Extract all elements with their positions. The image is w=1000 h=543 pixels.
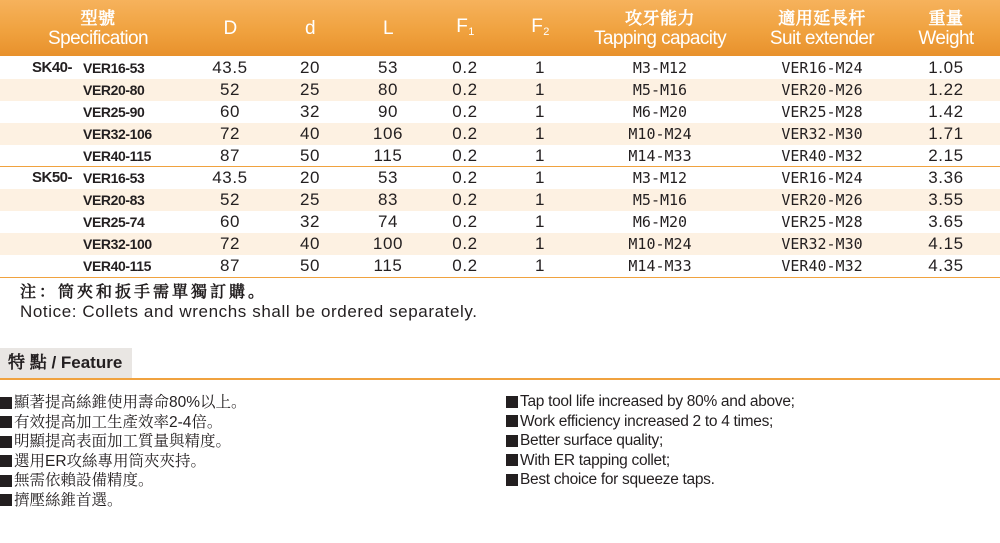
table-row	[0, 255, 1000, 277]
F2-cell: 1	[534, 58, 546, 77]
F1-cell: 0.2	[452, 190, 478, 209]
notice-en: Notice: Collets and wrenchs shall be ordered separately.	[20, 302, 478, 321]
header-D	[223, 0, 236, 56]
header-spec-zh: 型號	[80, 8, 116, 28]
table-row	[0, 233, 1000, 255]
model-cell: VER20-80	[83, 82, 145, 98]
tap-cell: M3-M12	[632, 169, 688, 187]
header-F2	[531, 0, 549, 56]
feature-item-en: Work efficiency increased 2 to 4 times;	[506, 412, 795, 432]
F2-cell: 1	[534, 124, 546, 143]
tap-cell: M10-M24	[628, 235, 692, 253]
ext-cell: VER16-M24	[781, 59, 863, 77]
tap-cell: M6-M20	[632, 103, 688, 121]
d-cell: 32	[299, 212, 321, 231]
header-F1	[456, 0, 474, 56]
table-row	[0, 79, 1000, 101]
L-cell: 90	[377, 102, 399, 121]
table-row	[0, 167, 1000, 189]
model-cell: VER20-83	[83, 192, 145, 208]
tap-cell: M5-M16	[632, 191, 688, 209]
F2-cell: 1	[534, 212, 546, 231]
L-cell: 115	[373, 146, 403, 165]
d-cell: 40	[299, 124, 321, 143]
model-cell: VER40-115	[83, 258, 152, 274]
L-cell: 53	[377, 168, 399, 187]
header-wt-en: Weight	[918, 27, 974, 49]
header-L	[383, 0, 393, 56]
D-cell: 87	[219, 256, 241, 275]
D-cell: 43.5	[212, 168, 248, 187]
weight-cell: 3.55	[928, 190, 964, 209]
header-ext-zh: 適用延長杆	[778, 8, 866, 28]
model-cell: VER16-53	[83, 60, 145, 76]
table-bottom-rule	[0, 277, 1000, 278]
d-cell: 20	[299, 58, 321, 77]
L-cell: 80	[377, 80, 399, 99]
weight-cell: 4.15	[928, 234, 964, 253]
L-cell: 100	[372, 234, 404, 253]
L-cell: 106	[372, 124, 404, 143]
table-row	[0, 145, 1000, 167]
tap-cell: M10-M24	[628, 125, 692, 143]
feature-item-en: Tap tool life increased by 80% and above;	[506, 392, 795, 412]
D-cell: 87	[219, 146, 241, 165]
F2-cell: 1	[534, 102, 546, 121]
header-specification	[48, 0, 148, 56]
feature-item-zh: 無需依賴設備精度。	[0, 471, 247, 491]
header-F1-sub: 1	[468, 26, 474, 38]
weight-cell: 2.15	[928, 146, 964, 165]
header-weight	[918, 0, 973, 56]
L-cell: 115	[373, 256, 403, 275]
L-cell: 74	[377, 212, 399, 231]
table-row	[0, 211, 1000, 233]
header-F1-label: F	[456, 16, 468, 37]
ext-cell: VER32-M30	[781, 235, 863, 253]
weight-cell: 4.35	[928, 256, 964, 275]
F1-cell: 0.2	[452, 146, 478, 165]
L-cell: 83	[377, 190, 399, 209]
header-F2-sub: 2	[543, 26, 549, 38]
d-cell: 25	[299, 80, 321, 99]
header-d-label: d	[305, 17, 315, 39]
table-row	[0, 57, 1000, 79]
table-row	[0, 189, 1000, 211]
table-row	[0, 123, 1000, 145]
d-cell: 50	[299, 256, 321, 275]
d-cell: 50	[299, 146, 321, 165]
tap-cell: M14-M33	[628, 147, 692, 165]
order-notice	[20, 283, 478, 321]
ext-cell: VER25-M28	[781, 213, 863, 231]
table-header	[0, 0, 1000, 56]
D-cell: 52	[219, 80, 241, 99]
header-tap-en: Tapping capacity	[594, 27, 726, 49]
F2-cell: 1	[534, 146, 546, 165]
table-row	[0, 101, 1000, 123]
F1-cell: 0.2	[452, 102, 478, 121]
tap-cell: M3-M12	[632, 59, 688, 77]
weight-cell: 1.22	[928, 80, 964, 99]
feature-item-zh: 有效提高加工生產效率2-4倍。	[0, 413, 247, 433]
tap-cell: M6-M20	[632, 213, 688, 231]
feature-heading: 特 點 / Feature	[0, 348, 132, 378]
F2-cell: 1	[534, 234, 546, 253]
tap-cell: M5-M16	[632, 81, 688, 99]
weight-cell: 1.71	[928, 124, 964, 143]
F1-cell: 0.2	[452, 234, 478, 253]
F2-cell: 1	[534, 80, 546, 99]
L-cell: 53	[377, 58, 399, 77]
header-d	[305, 0, 315, 56]
header-tap-zh: 攻牙能力	[625, 8, 695, 28]
series-label: SK40-	[32, 59, 73, 76]
weight-cell: 1.42	[928, 102, 964, 121]
notice-zh: 注：筒夾和扳手需單獨訂購。	[20, 284, 268, 301]
d-cell: 25	[299, 190, 321, 209]
header-wt-zh: 重量	[928, 8, 964, 28]
header-D-label: D	[223, 17, 237, 39]
series-label: SK50-	[32, 169, 73, 186]
header-suit-extender	[770, 0, 874, 56]
D-cell: 72	[219, 124, 241, 143]
F2-cell: 1	[534, 190, 546, 209]
F2-cell: 1	[534, 168, 546, 187]
feature-item-zh: 選用ER攻絲專用筒夾夾持。	[0, 452, 247, 472]
D-cell: 72	[219, 234, 241, 253]
ext-cell: VER40-M32	[781, 147, 863, 165]
feature-list-en	[506, 392, 795, 490]
feature-item-en: Best choice for squeeze taps.	[506, 470, 795, 490]
ext-cell: VER40-M32	[781, 257, 863, 275]
feature-item-zh: 明顯提高表面加工質量與精度。	[0, 432, 247, 452]
F1-cell: 0.2	[452, 124, 478, 143]
ext-cell: VER20-M26	[781, 81, 863, 99]
ext-cell: VER20-M26	[781, 191, 863, 209]
tap-cell: M14-M33	[628, 257, 692, 275]
d-cell: 40	[299, 234, 321, 253]
model-cell: VER16-53	[83, 170, 145, 186]
F1-cell: 0.2	[452, 80, 478, 99]
feature-item-zh: 顯著提高絲錐使用壽命80%以上。	[0, 393, 247, 413]
d-cell: 20	[299, 168, 321, 187]
D-cell: 60	[219, 212, 241, 231]
weight-cell: 3.65	[928, 212, 964, 231]
weight-cell: 3.36	[928, 168, 964, 187]
model-cell: VER25-90	[83, 104, 145, 120]
D-cell: 43.5	[212, 58, 248, 77]
ext-cell: VER16-M24	[781, 169, 863, 187]
header-spec-en: Specification	[48, 27, 148, 49]
feature-item-en: With ER tapping collet;	[506, 451, 795, 471]
feature-item-en: Better surface quality;	[506, 431, 795, 451]
F1-cell: 0.2	[452, 212, 478, 231]
D-cell: 52	[219, 190, 241, 209]
header-tapping-capacity	[594, 0, 726, 56]
model-cell: VER32-106	[83, 126, 152, 142]
D-cell: 60	[219, 102, 241, 121]
F1-cell: 0.2	[452, 58, 478, 77]
ext-cell: VER25-M28	[781, 103, 863, 121]
model-cell: VER32-100	[83, 236, 152, 252]
model-cell: VER25-74	[83, 214, 145, 230]
F2-cell: 1	[534, 256, 546, 275]
ext-cell: VER32-M30	[781, 125, 863, 143]
weight-cell: 1.05	[928, 58, 964, 77]
F1-cell: 0.2	[452, 168, 478, 187]
header-ext-en: Suit extender	[769, 27, 875, 49]
feature-divider	[0, 378, 1000, 380]
model-cell: VER40-115	[83, 148, 152, 164]
header-L-label: L	[383, 17, 393, 39]
F1-cell: 0.2	[452, 256, 478, 275]
feature-item-zh: 擠壓絲錐首選。	[0, 491, 247, 511]
d-cell: 32	[299, 102, 321, 121]
header-F2-label: F	[531, 16, 543, 37]
feature-list-zh	[0, 393, 247, 510]
